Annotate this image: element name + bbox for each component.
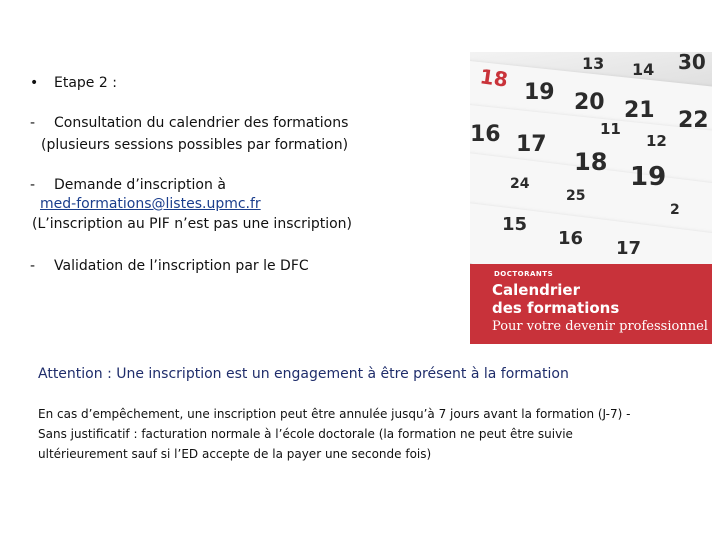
cover-number: 19 xyxy=(630,162,667,192)
step-title: Etape 2 : xyxy=(54,75,117,91)
cover-tag: DOCTORANTS xyxy=(494,270,554,278)
cover-number: 16 xyxy=(558,228,584,249)
calendar-photo xyxy=(470,52,712,264)
cover-number: 17 xyxy=(516,132,547,157)
step-item-consultation-note: (plusieurs sessions possibles par formation) xyxy=(41,137,349,153)
cancellation-policy-line2: Sans justificatif : facturation normale à l’école doctorale (la formation ne peut être suivie xyxy=(38,427,573,441)
step-item-demande: Demande d’inscription à xyxy=(54,177,226,193)
attention-notice: Attention : Une inscription est un engagement à être présent à la formation xyxy=(38,366,569,382)
dash-marker: - xyxy=(30,115,36,131)
cover-subtitle: Pour votre devenir professionnel xyxy=(492,319,708,334)
cover-number: 15 xyxy=(502,214,528,235)
cover-number: 2 xyxy=(670,202,680,218)
cover-number: 19 xyxy=(524,80,555,105)
cover-number: 25 xyxy=(566,188,586,204)
cover-title-line1: Calendrier xyxy=(492,281,580,299)
cover-number: 11 xyxy=(600,120,621,138)
step-item-demande-note: (L’inscription au PIF n’est pas une inscription) xyxy=(32,216,352,232)
bullet-marker: • xyxy=(30,75,39,91)
dash-marker: - xyxy=(30,258,36,274)
cover-number: 13 xyxy=(582,54,605,73)
cover-title-line2: des formations xyxy=(492,299,620,317)
cover-number: 20 xyxy=(574,90,605,115)
cancellation-policy-line3: ultérieurement sauf si l’ED accepte de la payer une seconde fois) xyxy=(38,447,432,461)
email-link[interactable]: med-formations@listes.upmc.fr xyxy=(40,196,261,212)
dash-marker: - xyxy=(30,177,36,193)
cover-number: 16 xyxy=(470,122,501,147)
cover-number: 12 xyxy=(646,132,667,150)
step-item-validation: Validation de l’inscription par le DFC xyxy=(54,258,309,274)
cover-number: 24 xyxy=(510,176,530,192)
calendar-cover-image xyxy=(470,52,712,344)
cover-number: 14 xyxy=(632,60,655,79)
cover-number: 18 xyxy=(574,148,608,176)
cover-number: 21 xyxy=(624,98,655,123)
cover-number: 22 xyxy=(678,108,709,133)
cover-banner xyxy=(470,264,712,344)
cancellation-policy-line1: En cas d’empêchement, une inscription peut être annulée jusqu’à 7 jours avant la formation (J-7) - xyxy=(38,407,631,421)
cover-number: 18 xyxy=(478,64,510,92)
step-item-consultation: Consultation du calendrier des formations xyxy=(54,115,349,131)
cover-number: 17 xyxy=(616,238,642,259)
cover-number: 30 xyxy=(678,52,706,74)
